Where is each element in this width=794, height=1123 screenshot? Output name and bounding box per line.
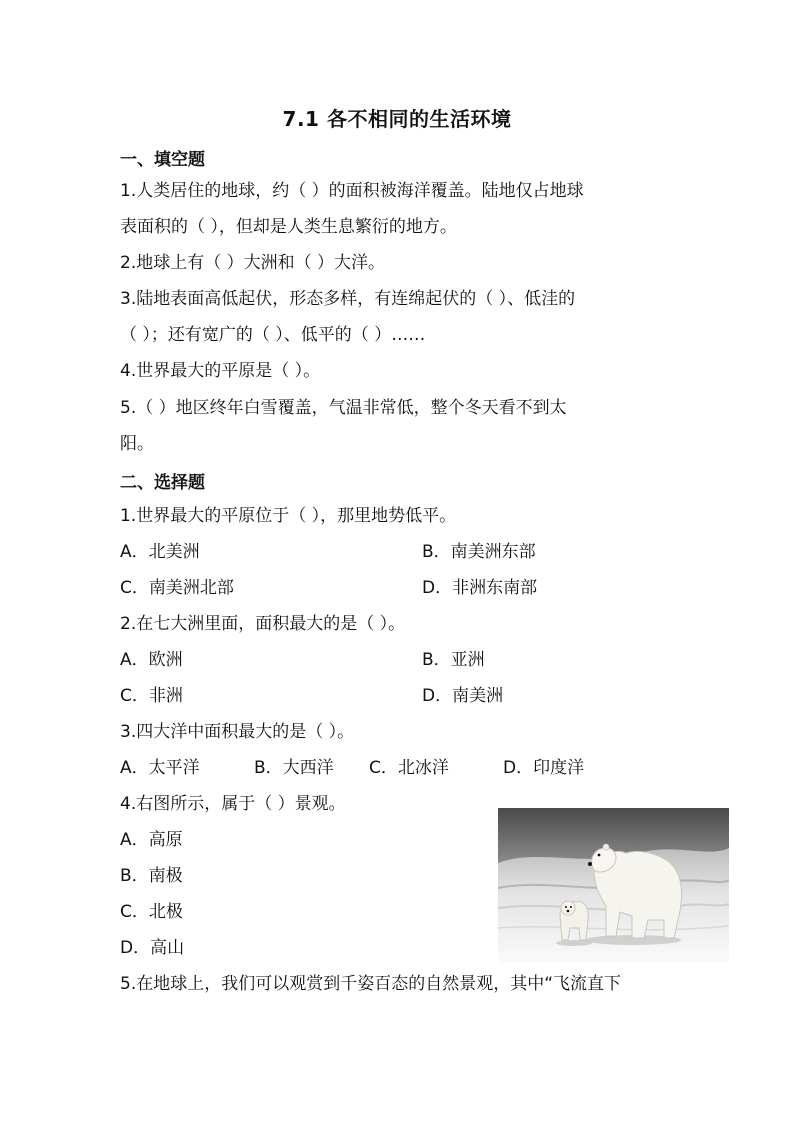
fill-q1-line2: 表面积的（ ），但却是人类生息繁衍的地方。 — [120, 217, 457, 237]
choice-q1-option-d: D．非洲东南部 — [422, 578, 538, 598]
section-choice-heading: 二、选择题 — [120, 473, 205, 493]
choice-q2-option-d: D．南美洲 — [422, 686, 504, 706]
choice-q3-option-c: C．北冰洋 — [369, 758, 449, 778]
choice-q4-option-c: C．北极 — [120, 902, 183, 922]
choice-q4-option-a: A．高原 — [120, 830, 183, 850]
choice-q1: 1.世界最大的平原位于（ ），那里地势低平。 — [120, 506, 457, 526]
choice-q3-option-a: A．太平洋 — [120, 758, 200, 778]
fill-q1-line1: 1.人类居住的地球，约（ ）的面积被海洋覆盖。陆地仅占地球 — [120, 181, 584, 201]
choice-q1-option-b: B．南美洲东部 — [422, 542, 536, 562]
choice-q5-line1: 5.在地球上，我们可以观赏到千姿百态的自然景观，其中“飞流直下 — [120, 974, 622, 994]
choice-q1-option-a: A．北美洲 — [120, 542, 200, 562]
choice-q3-option-d: D．印度洋 — [503, 758, 585, 778]
choice-q2-option-b: B．亚洲 — [422, 650, 485, 670]
page-title: 7.1 各不相同的生活环境 — [282, 107, 512, 131]
choice-q2-option-a: A．欧洲 — [120, 650, 183, 670]
choice-q4-option-b: B．南极 — [120, 866, 183, 886]
choice-q3-option-b: B．大西洋 — [254, 758, 334, 778]
choice-q1-option-c: C．南美洲北部 — [120, 578, 234, 598]
choice-q2: 2.在七大洲里面，面积最大的是（ ）。 — [120, 614, 406, 634]
polar-bear-photo — [498, 808, 729, 963]
fill-q5-line1: 5.（ ）地区终年白雪覆盖，气温非常低，整个冬天看不到太 — [120, 398, 567, 418]
fill-q4: 4.世界最大的平原是（ ）。 — [120, 361, 321, 381]
section-fill-blank-heading: 一、填空题 — [120, 150, 205, 170]
fill-q5-line2: 阳。 — [120, 434, 154, 454]
choice-q3: 3.四大洋中面积最大的是（ ）。 — [120, 722, 355, 742]
fill-q2: 2.地球上有（ ）大洲和（ ）大洋。 — [120, 253, 386, 273]
choice-q2-option-c: C．非洲 — [120, 686, 183, 706]
choice-q4: 4.右图所示，属于（ ）景观。 — [120, 794, 346, 814]
fill-q3-line2: （ ）；还有宽广的（ ）、低平的（ ）…… — [120, 325, 426, 345]
fill-q3-line1: 3.陆地表面高低起伏，形态多样，有连绵起伏的（ ）、低洼的 — [120, 289, 576, 309]
choice-q4-option-d: D．高山 — [120, 938, 185, 958]
